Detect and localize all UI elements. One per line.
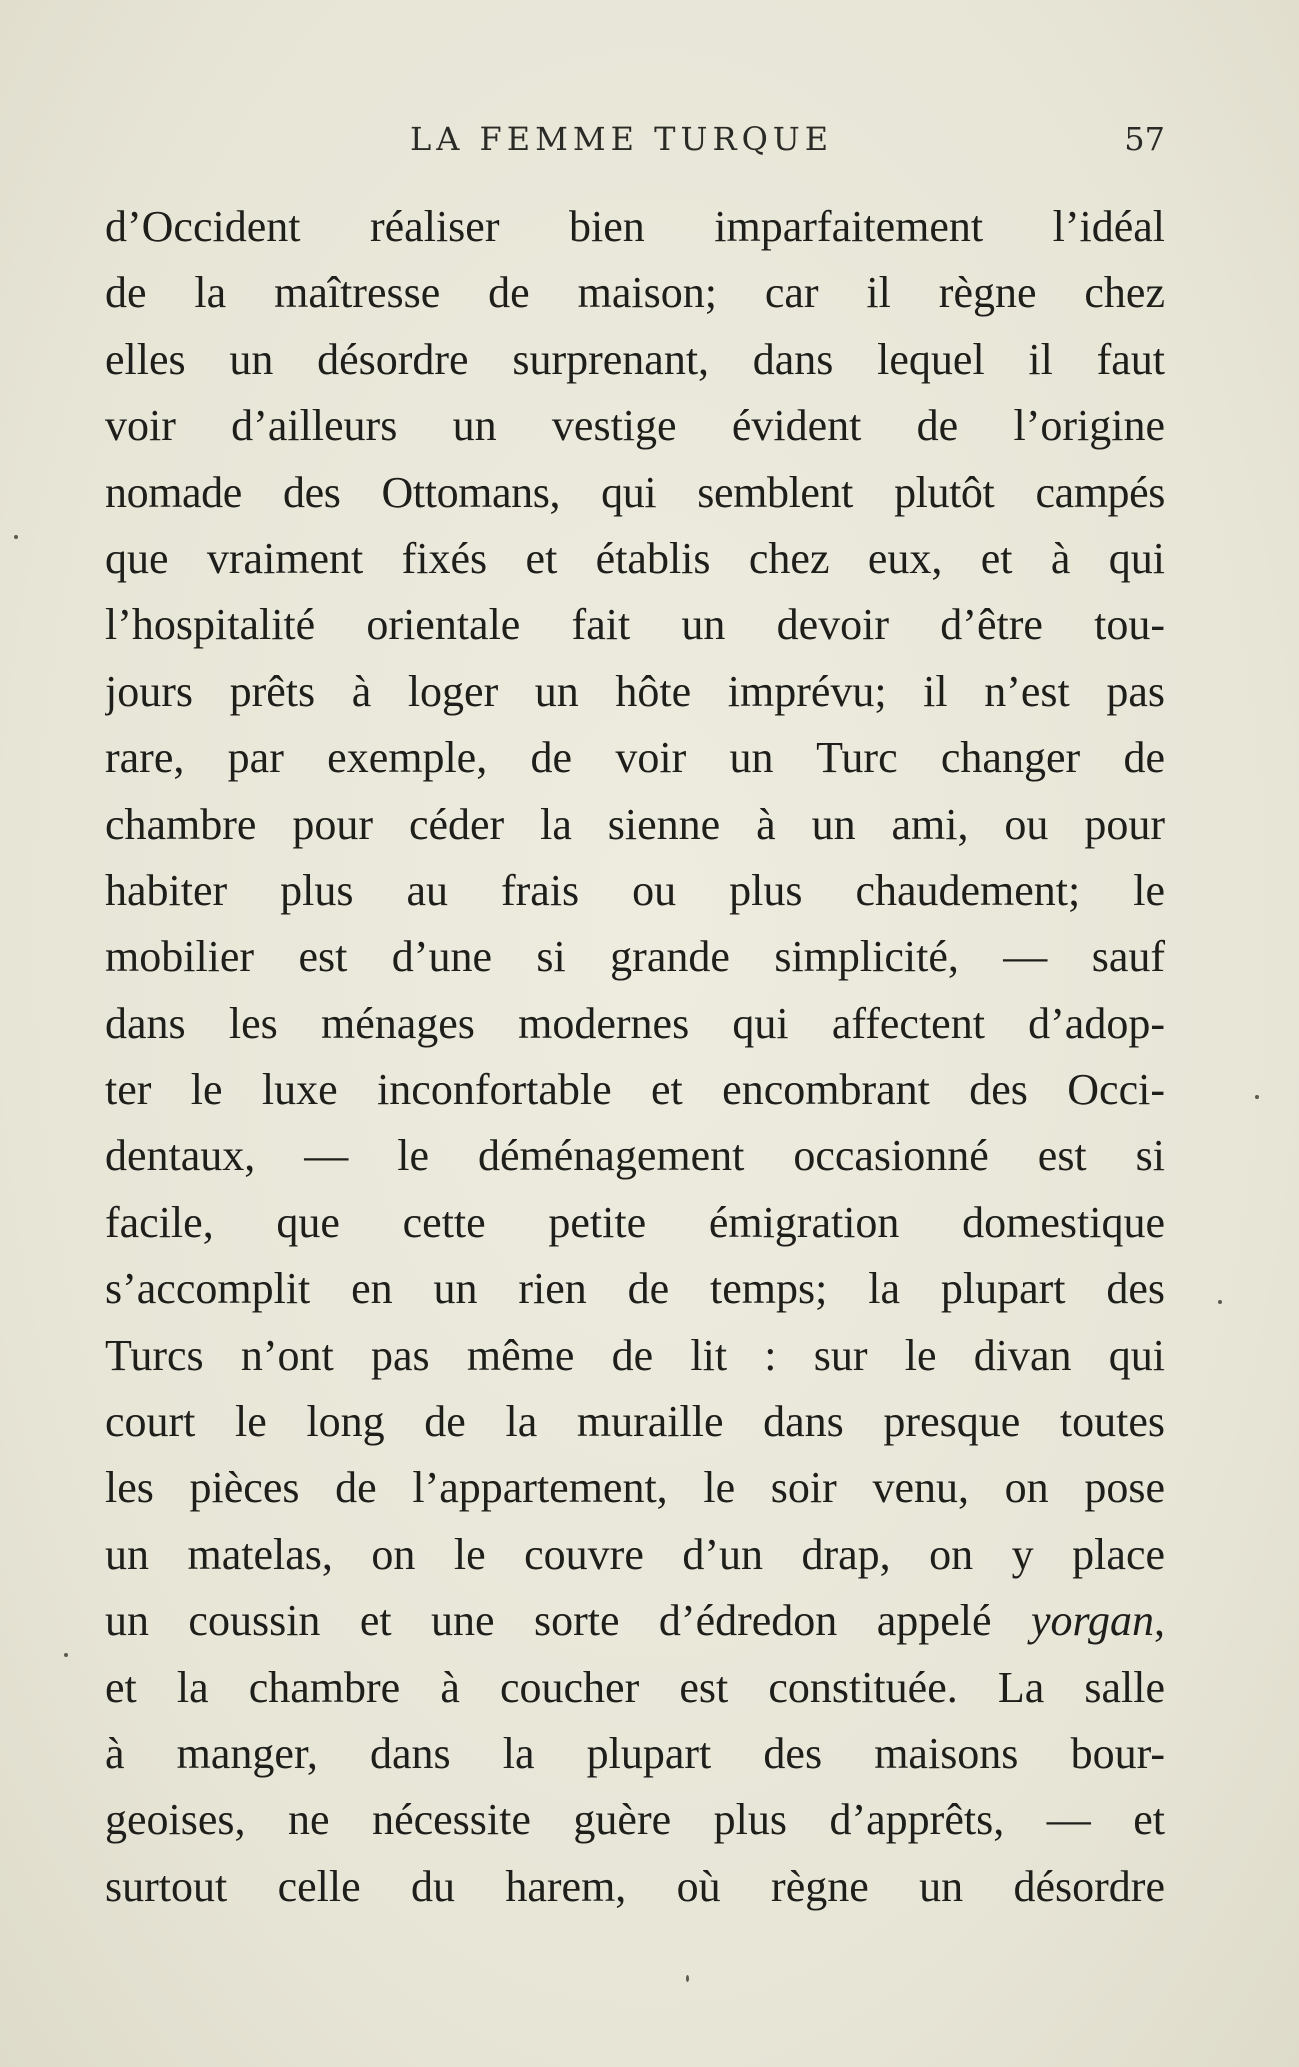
running-title: LA FEMME TURQUE — [410, 120, 834, 158]
paper-speck — [64, 1653, 68, 1657]
paper-speck — [686, 1975, 689, 1982]
text-line: un coussin et une sorte d’édredon appelé yorgan, — [105, 1596, 1165, 1646]
text-line: dentaux, — le déménagement occasionné est si — [105, 1131, 1165, 1181]
text-line: d’Occident réaliser bien imparfaitement l’idéal — [105, 202, 1165, 251]
text-line: ter le luxe inconfortable et encombrant des Occi- — [105, 1065, 1165, 1115]
running-header — [105, 120, 1165, 170]
text-line: que vraiment fixés et établis chez eux, et à qui — [105, 533, 1165, 583]
text-line: de la maîtresse de maison; car il règne chez — [105, 268, 1165, 318]
paper-speck — [1255, 1095, 1259, 1099]
text-line: à manger, dans la plupart des maisons bour- — [105, 1728, 1165, 1778]
text-line: mobilier est d’une si grande simplicité, — sauf — [105, 932, 1165, 982]
text-line: l’hospitalité orientale fait un devoir d’être tou- — [105, 600, 1165, 650]
text-line: geoises, ne nécessite guère plus d’apprêts, — et — [105, 1795, 1165, 1845]
text-line: rare, par exemple, de voir un Turc changer de — [105, 733, 1165, 783]
text-line: s’accomplit en un rien de temps; la plupart des — [105, 1264, 1165, 1314]
text-line: les pièces de l’appartement, le soir venu, on pose — [105, 1463, 1165, 1513]
page-number: 57 — [1124, 120, 1165, 158]
text-line: elles un désordre surprenant, dans lequel il faut — [105, 334, 1165, 384]
text-line: court le long de la muraille dans presque toutes — [105, 1397, 1165, 1447]
paper-speck — [14, 535, 18, 539]
text-line: facile, que cette petite émigration domestique — [105, 1197, 1165, 1247]
body-text — [105, 194, 1165, 1920]
paper-speck — [1218, 1300, 1222, 1304]
text-line: et la chambre à coucher est constituée. La salle — [105, 1662, 1165, 1712]
text-line: habiter plus au frais ou plus chaudement; le — [105, 865, 1165, 915]
italic-term: yorgan — [1030, 1596, 1154, 1646]
text-line: voir d’ailleurs un vestige évident de l’origine — [105, 401, 1165, 451]
text-line: dans les ménages modernes qui affectent d’adop- — [105, 998, 1165, 1048]
text-line: un matelas, on le couvre d’un drap, on y place — [105, 1529, 1165, 1579]
text-line: jours prêts à loger un hôte imprévu; il n’est pas — [105, 666, 1165, 716]
text-line: surtout celle du harem, où règne un désordre — [105, 1861, 1165, 1911]
text-line: chambre pour céder la sienne à un ami, ou pour — [105, 799, 1165, 849]
text-line: Turcs n’ont pas même de lit : sur le divan qui — [105, 1330, 1165, 1380]
text-line: nomade des Ottomans, qui semblent plutôt campés — [105, 467, 1165, 517]
